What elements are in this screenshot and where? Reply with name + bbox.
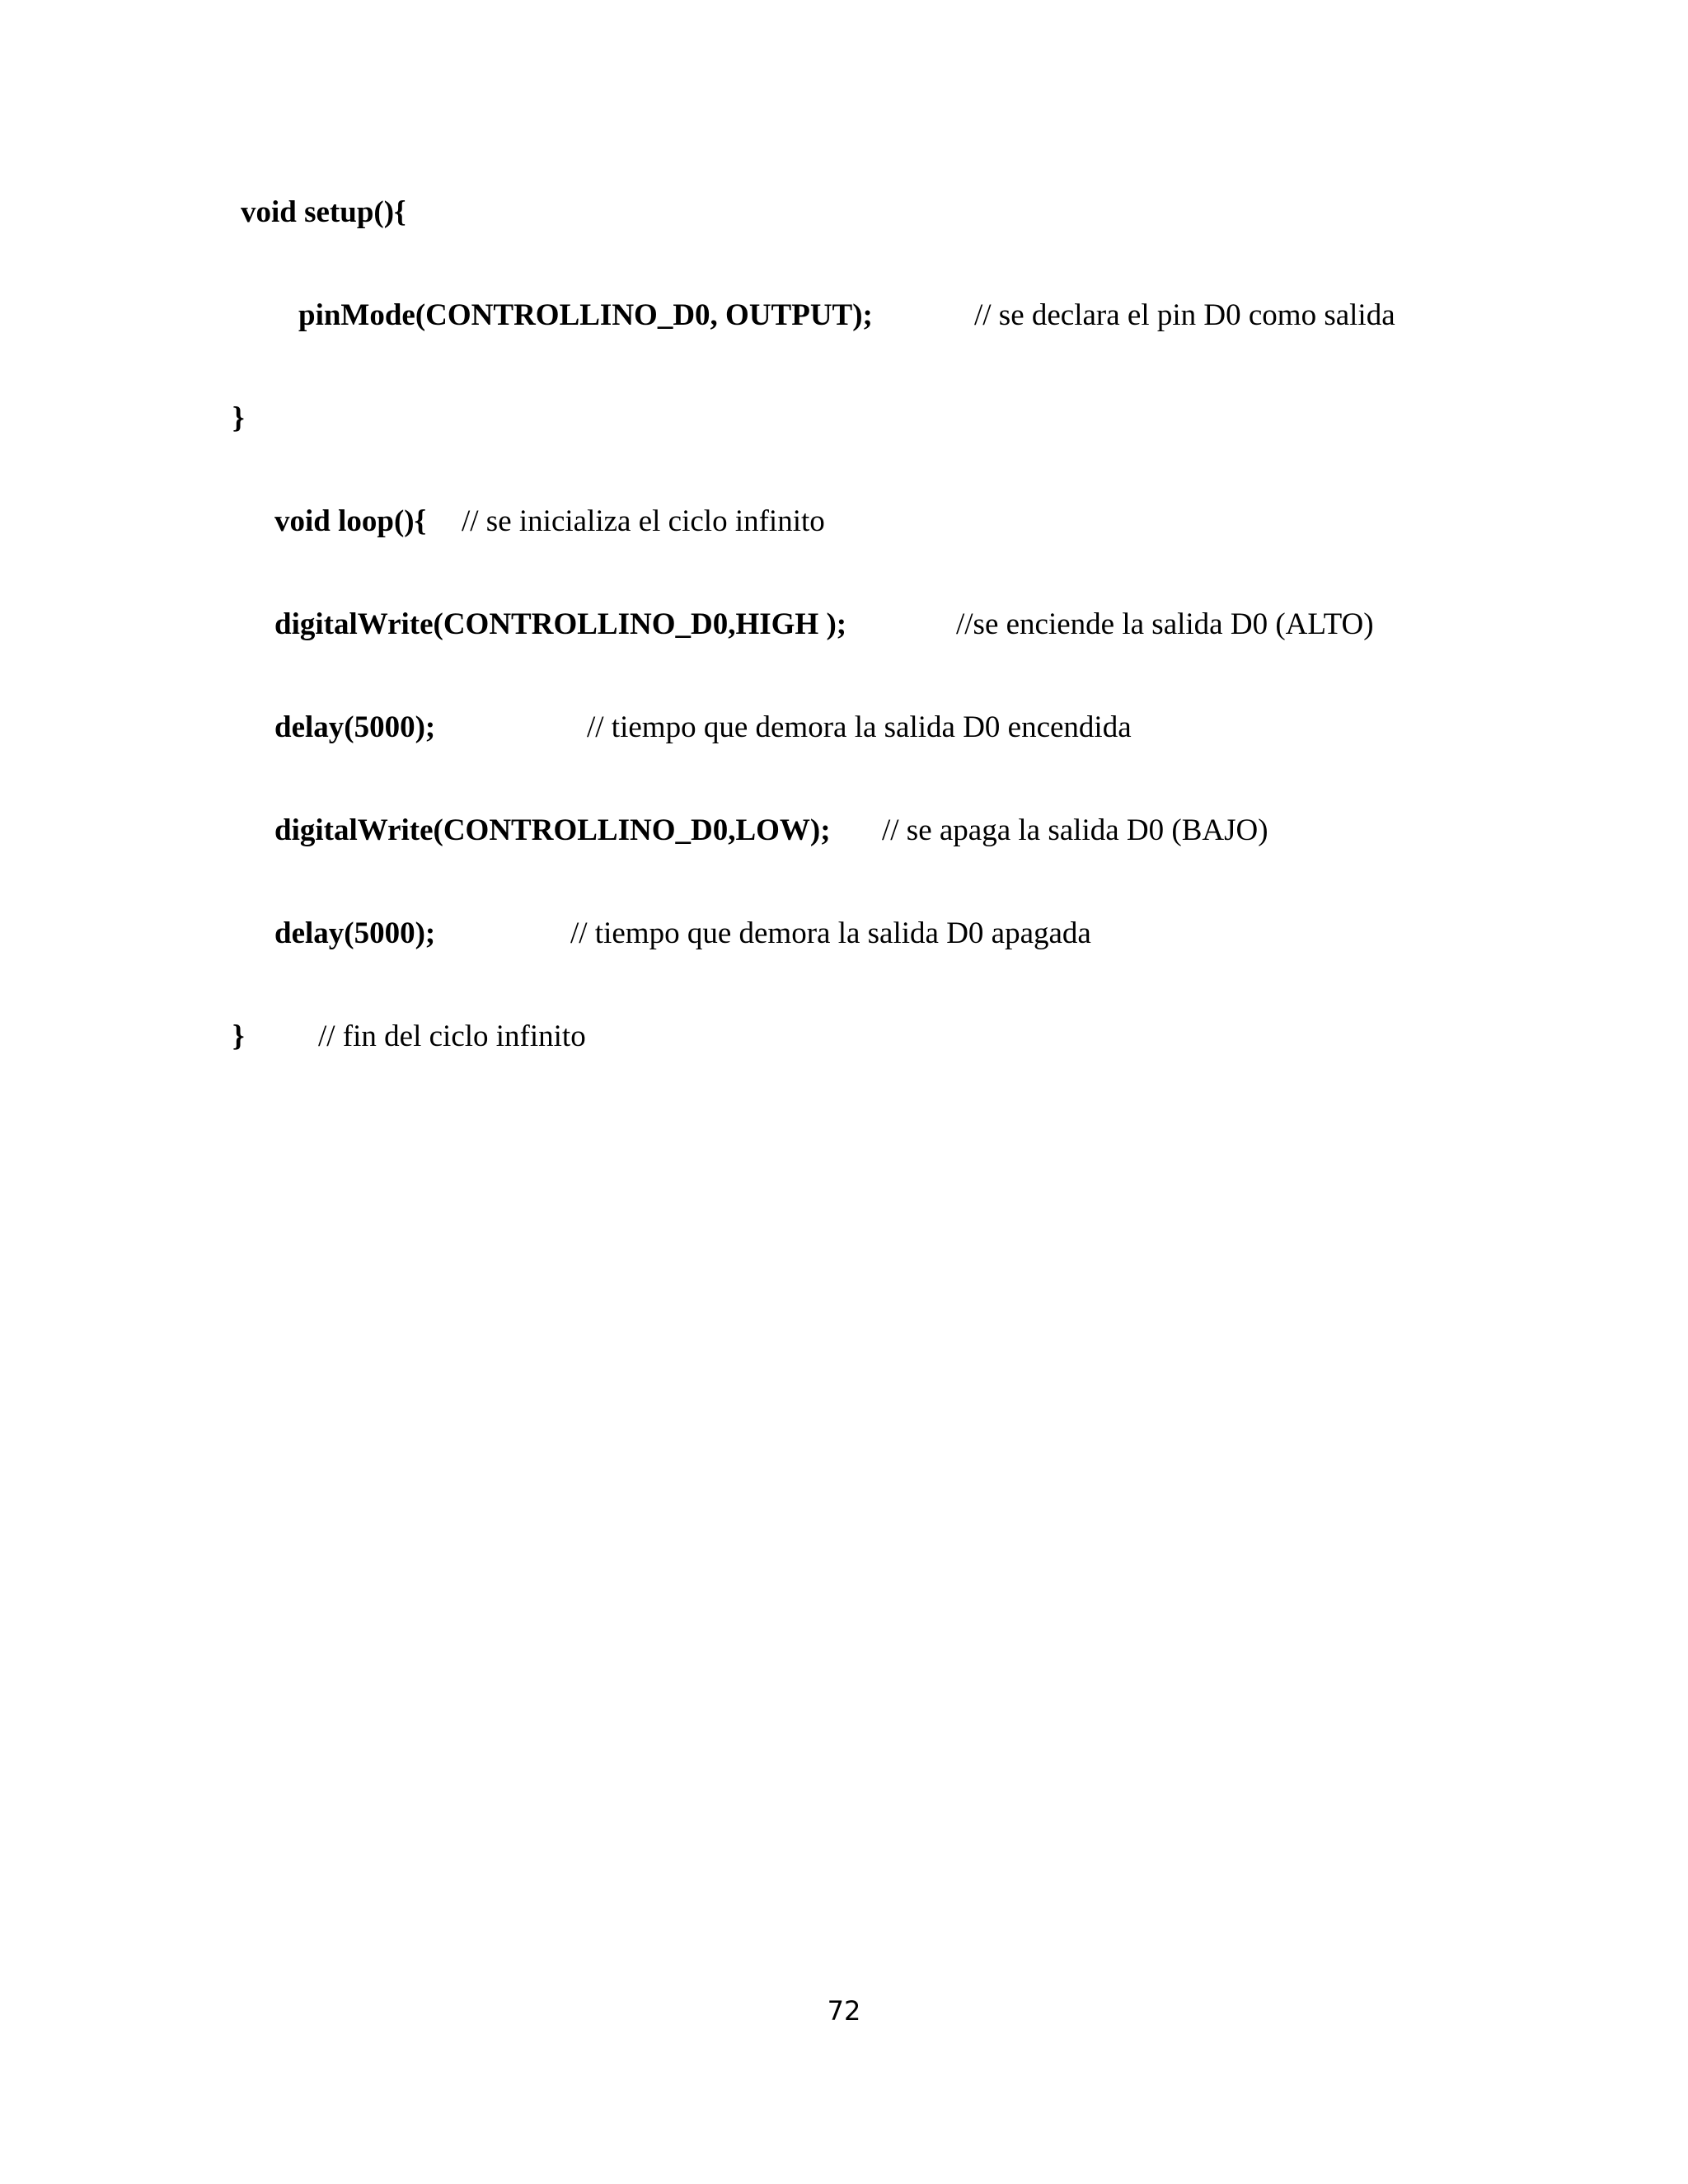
code-line-delay-off: [274, 916, 435, 952]
code-comment: // fin del ciclo infinito: [318, 1019, 586, 1053]
code-comment: // tiempo que demora la salida D0 encendida: [587, 710, 1132, 744]
code-text: void setup(){: [241, 195, 406, 229]
code-line-setup: [241, 194, 406, 231]
code-line-setup-close: [232, 401, 245, 437]
code-line-delay-on: [274, 710, 435, 746]
code-text: delay(5000);: [274, 916, 436, 950]
code-line-digitalwrite-low: [274, 813, 831, 849]
code-comment: //se enciende la salida D0 (ALTO): [956, 607, 1374, 641]
code-text: }: [232, 1019, 245, 1053]
code-text: digitalWrite(CONTROLLINO_D0,HIGH );: [274, 607, 847, 641]
code-line-loop: [274, 504, 426, 540]
code-text: delay(5000);: [274, 710, 436, 744]
code-text: }: [232, 401, 245, 435]
page-number: 72: [827, 1995, 861, 2027]
code-line-pinmode: [298, 298, 873, 334]
code-line-loop-close: [232, 1019, 245, 1055]
code-comment: // se apaga la salida D0 (BAJO): [882, 813, 1268, 847]
code-text: pinMode(CONTROLLINO_D0, OUTPUT);: [298, 298, 873, 332]
code-comment: // se inicializa el ciclo infinito: [462, 504, 825, 538]
code-text: digitalWrite(CONTROLLINO_D0,LOW);: [274, 813, 831, 847]
code-text: void loop(){: [274, 504, 427, 538]
code-line-digitalwrite-high: [274, 607, 846, 643]
code-comment: // se declara el pin D0 como salida: [974, 298, 1395, 332]
code-comment: // tiempo que demora la salida D0 apagada: [570, 916, 1091, 950]
